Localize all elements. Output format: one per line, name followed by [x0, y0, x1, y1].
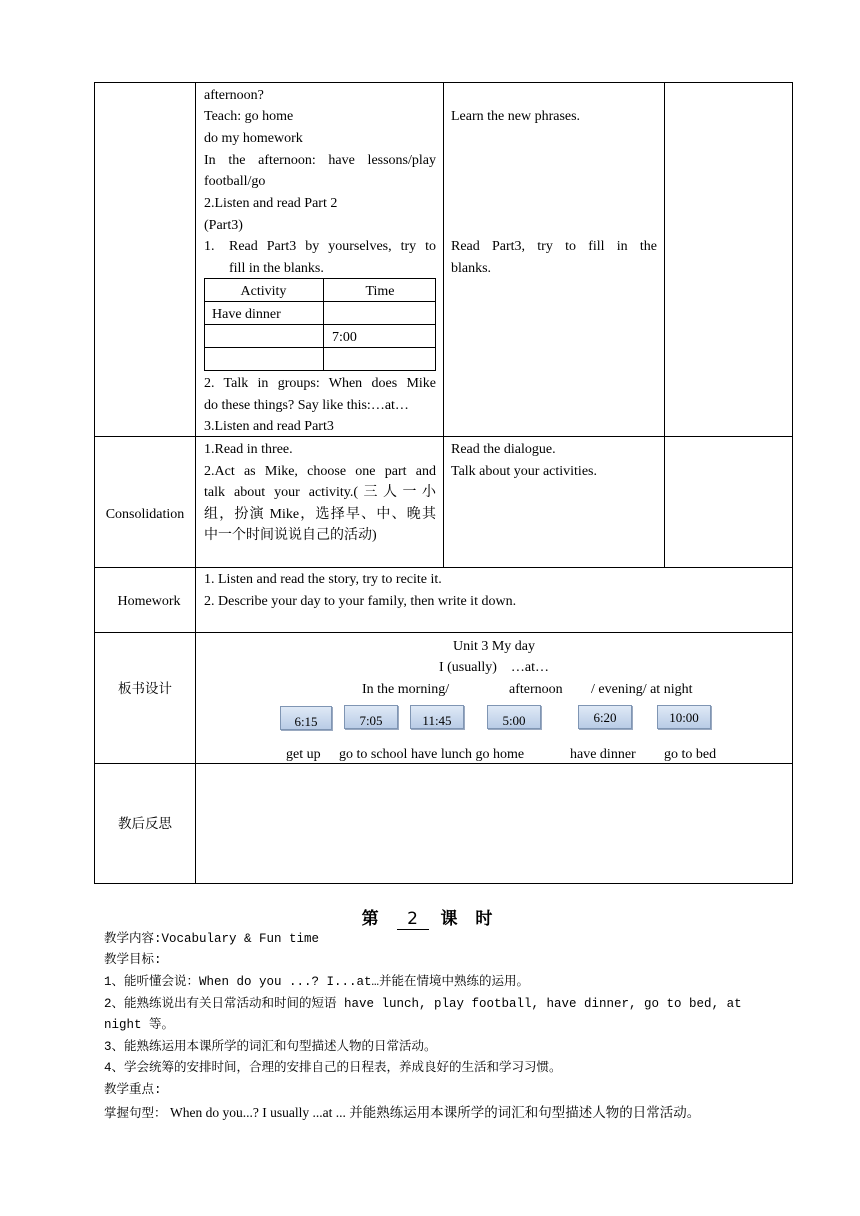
heading-number: 2: [397, 909, 429, 930]
consolidation-line: 中一个时间说说自己的活动): [204, 528, 377, 543]
homework-line: 2. Describe your day to your family, then write it down.: [204, 594, 517, 609]
board-activity: go to bed: [664, 747, 717, 762]
procedure-line: 2.Listen and read Part 2: [204, 196, 338, 211]
procedure-line: Read Part3 by yourselves, try to: [229, 239, 436, 254]
key-points-title: 教学重点:: [104, 1083, 162, 1097]
board-time-of-day: / evening/ at night: [591, 682, 693, 697]
board-title: Unit 3 My day: [452, 639, 536, 654]
board-pattern: I (usually) …at…: [438, 660, 550, 675]
content-line: 教学内容:Vocabulary & Fun time: [104, 932, 320, 946]
objective-line: 2、能熟练说出有关日常活动和时间的短语 have lunch, play football, have dinner, go to bed, at: [104, 997, 742, 1011]
objective-line: 3、能熟练运用本课所学的词汇和句型描述人物的日常活动。: [104, 1040, 437, 1054]
board-time-of-day: afternoon: [509, 682, 563, 697]
consolidation-activity: Talk about your activities.: [451, 464, 597, 479]
consolidation-line: talk about your activity.(三人一小: [204, 485, 436, 500]
homework-line: 1. Listen and read the story, try to recite it.: [204, 572, 442, 587]
time-card: 10:00: [657, 705, 711, 729]
consolidation-line: 2.Act as Mike, choose one part and: [204, 464, 436, 479]
student-activity-line: blanks.: [451, 261, 492, 276]
time-card: 5:00: [487, 705, 541, 729]
column-header-time: Time: [365, 284, 395, 299]
time-card: 11:45: [410, 705, 464, 729]
objectives-title: 教学目标:: [104, 953, 162, 967]
student-activity-line: Learn the new phrases.: [451, 109, 581, 124]
key-points-text: When do you...? I usually ...at ... 并能熟练运用本课所学的词汇和句型描述人物的日常活动。: [170, 1105, 701, 1120]
column-header-activity: Activity: [240, 284, 287, 299]
student-activity-line: Read Part3, try to fill in the: [451, 239, 657, 254]
key-points-label: 掌握句型：: [104, 1107, 167, 1121]
procedure-line: 2. Talk in groups: When does Mike: [204, 376, 436, 391]
consolidation-activity: Read the dialogue.: [451, 442, 556, 457]
board-activity: get up: [286, 747, 321, 762]
objective-line: 1、能听懂会说：When do you ...? I...at…并能在情境中熟练的运用。: [104, 975, 530, 989]
row-label-reflection: 教后反思: [118, 816, 172, 832]
procedure-line: (Part3): [204, 218, 243, 233]
time-card: 6:20: [578, 705, 632, 729]
procedure-line: fill in the blanks.: [229, 261, 324, 276]
heading-prefix: 第: [361, 909, 385, 929]
heading-suffix: 课 时: [440, 909, 499, 929]
row-label-homework: Homework: [117, 594, 181, 609]
lesson-heading: [0, 904, 860, 930]
consolidation-line: 组，扮演 Mike，选择早、中、晚其: [204, 507, 436, 522]
procedure-line: do these things? Say like this:…at…: [204, 398, 409, 413]
procedure-line: 3.Listen and read Part3: [204, 419, 334, 434]
board-activity: have dinner: [570, 747, 636, 762]
table-cell: Have dinner: [212, 307, 281, 322]
procedure-line: Teach: go home: [204, 109, 294, 124]
key-points-line: [104, 1102, 700, 1125]
procedure-line: football/go: [204, 174, 266, 189]
time-card: 6:15: [280, 706, 332, 730]
board-activity: go to school have lunch go home: [339, 747, 525, 762]
objective-line: night 等。: [104, 1018, 175, 1032]
board-time-of-day: In the morning/: [362, 682, 450, 697]
time-card: 7:05: [344, 705, 398, 729]
procedure-line: In the afternoon: have lessons/play: [204, 153, 436, 168]
objective-line: 4、学会统筹的安排时间，合理的安排自己的日程表，养成良好的生活和学习习惯。: [104, 1061, 562, 1075]
list-number: 1.: [204, 239, 215, 254]
row-label-board-design: 板书设计: [118, 681, 172, 697]
procedure-line: do my homework: [204, 131, 303, 146]
consolidation-line: 1.Read in three.: [204, 442, 293, 457]
table-cell: 7:00: [332, 330, 357, 345]
procedure-line: afternoon?: [204, 88, 264, 103]
row-label-consolidation: Consolidation: [105, 507, 185, 522]
